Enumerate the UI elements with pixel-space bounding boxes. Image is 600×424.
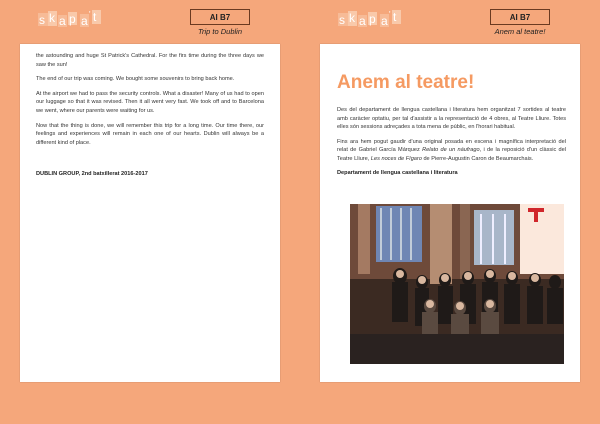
italic-title: Relato de un náufrago (422, 147, 480, 154)
article-body-right (337, 106, 566, 176)
svg-text:a: a (81, 14, 89, 28)
section-tag-left: AI B7 (190, 9, 250, 25)
signature: DUBLIN GROUP, 2nd batxillerat 2016-2017 (36, 171, 148, 178)
article-title: Anem al teatre! (337, 72, 475, 93)
theatre-group-photo (350, 204, 564, 364)
svg-text:t: t (93, 10, 98, 24)
paragraph (337, 138, 566, 164)
paragraph-text: de Pierre-Augustin Caron de Beaumarchais. (421, 155, 534, 162)
paragraph: At the airport we had to pass the security controls. What a disaster! Many of us had to open our luggage so that it was revised. Then it all went very fast. We took off and to Barcelona we went, where our parents were waiting for us. (36, 90, 264, 114)
svg-text:k: k (349, 11, 356, 25)
svg-text:t: t (393, 10, 398, 24)
paragraph-text: , i de la reposició d'un clàssic del Teatre Lliure, (337, 147, 567, 162)
subtitle-left: Trip to Dublin (197, 27, 243, 36)
svg-text:k: k (49, 11, 56, 25)
svg-text:a: a (59, 14, 67, 28)
svg-text:a: a (359, 14, 367, 28)
skapat-logo-right (336, 9, 406, 31)
svg-text:s: s (339, 13, 346, 27)
section-tag-right: AI B7 (490, 9, 550, 25)
svg-text:': ' (89, 10, 92, 19)
paragraph: The end of our trip was coming. We bought some souvenirs to bring back home. (36, 76, 235, 83)
paragraph: Des del departament de llengua castellana i literatura hem organitzat 7 sortides al teatre amb caràcter optatiu, per tal d'assistir a la representació de 4 obres, al Teatre Lliure. Totes elles són sessions adreçades a tota mena de públic, en l'horari habitual. (337, 107, 566, 131)
svg-text:s: s (39, 13, 46, 27)
paragraph: Now that the thing is done, we will remember this trip for a long time. Our time there, our feelings and experiences will remain in each one of our hearts. Dublin will always be a different kind of place. (36, 122, 264, 146)
skapat-logo-mark (336, 9, 406, 31)
paragraph: the astounding and huge St Patrick's Cathedral. For the firs time during the three days we saw the sun! (36, 53, 264, 68)
subtitle-right: Anem al teatre! (494, 27, 546, 36)
article-body-left (36, 52, 264, 177)
photo-image (350, 204, 564, 364)
page-right (320, 44, 580, 382)
department-credit: Departament de llengua castellana i literatura (337, 169, 458, 176)
paragraph-text: Fins ara hem pogut gaudir d'una original posada en escena i magnífica interpretació del relat de Gabriel García Márquez (337, 138, 566, 154)
page-left (20, 44, 280, 382)
italic-title: Les noces de Fígaro (370, 155, 422, 162)
skapat-logo-mark (36, 9, 106, 31)
skapat-logo-left (36, 9, 106, 31)
svg-text:p: p (369, 12, 377, 26)
svg-text:p: p (69, 12, 77, 26)
svg-text:': ' (389, 10, 392, 19)
svg-text:a: a (381, 14, 389, 28)
